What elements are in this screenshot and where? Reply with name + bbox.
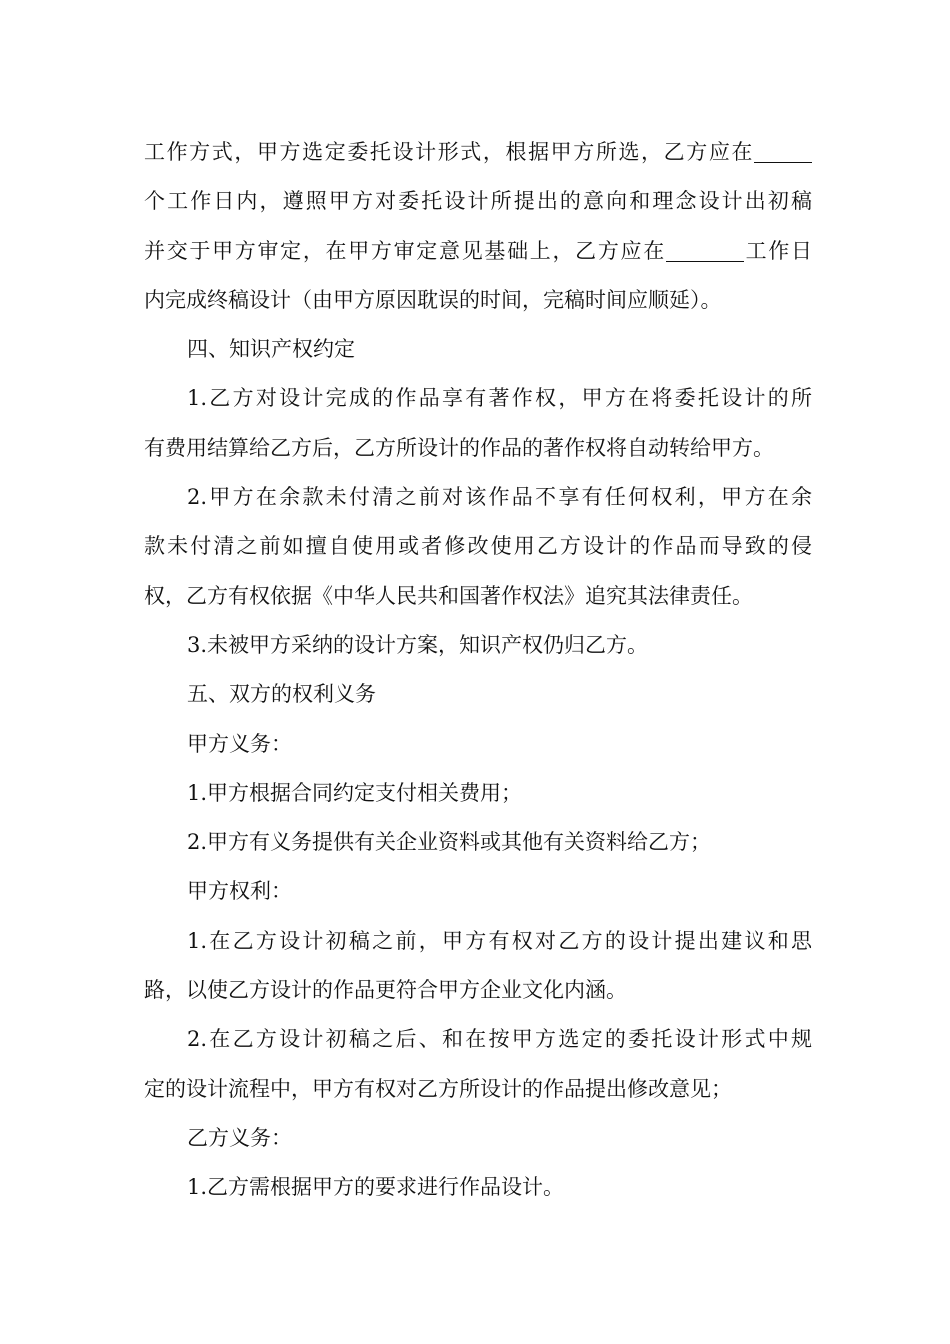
- body-line: 个工作日内，遵照甲方对委托设计所提出的意向和理念设计出初稿: [144, 189, 812, 214]
- section-heading: 四、知识产权约定: [187, 337, 355, 362]
- body-text: 工作方式，甲方选定委托设计形式，根据甲方所选，乙方应在: [144, 140, 754, 164]
- fill-in-blank: [754, 138, 812, 163]
- body-line: 2.甲方在余款未付清之前对该作品不享有任何权利，甲方在余: [187, 485, 812, 510]
- body-line: 定的设计流程中，甲方有权对乙方所设计的作品提出修改意见；: [144, 1076, 732, 1101]
- fill-in-blank: [666, 237, 744, 262]
- body-line: 权，乙方有权依据《中华人民共和国著作权法》追究其法律责任。: [144, 583, 753, 608]
- section-heading: 五、双方的权利义务: [187, 682, 376, 707]
- body-line: 款未付清之前如擅自使用或者修改使用乙方设计的作品而导致的侵: [144, 534, 812, 559]
- body-line: 1.甲方根据合同约定支付相关费用；: [187, 780, 523, 805]
- body-text: 并交于甲方审定，在甲方审定意见基础上，乙方应在: [144, 238, 666, 263]
- body-line: 路，以使乙方设计的作品更符合甲方企业文化内涵。: [144, 978, 627, 1003]
- body-line: 1.乙方对设计完成的作品享有著作权，甲方在将委托设计的所: [187, 386, 812, 411]
- subsection-heading: 甲方权利：: [187, 879, 292, 904]
- body-line: 有费用结算给乙方后，乙方所设计的作品的著作权将自动转给甲方。: [144, 435, 774, 460]
- body-line: 3.未被甲方采纳的设计方案，知识产权仍归乙方。: [187, 632, 649, 657]
- subsection-heading: 甲方义务：: [187, 731, 292, 756]
- body-line: 1.乙方需根据甲方的要求进行作品设计。: [187, 1175, 565, 1200]
- document-body: [144, 128, 812, 1213]
- body-line: [144, 128, 812, 177]
- body-line: 2.在乙方设计初稿之后、和在按甲方选定的委托设计形式中规: [187, 1027, 812, 1052]
- body-line: 1.在乙方设计初稿之前，甲方有权对乙方的设计提出建议和思: [187, 928, 812, 953]
- body-text: 工作日: [743, 238, 812, 263]
- subsection-heading: 乙方义务：: [187, 1125, 292, 1150]
- body-line: 内完成终稿设计（由甲方原因耽误的时间，完稿时间应顺延）。: [144, 287, 722, 312]
- body-line: [144, 227, 812, 276]
- body-line: 2.甲方有义务提供有关企业资料或其他有关资料给乙方；: [187, 830, 712, 855]
